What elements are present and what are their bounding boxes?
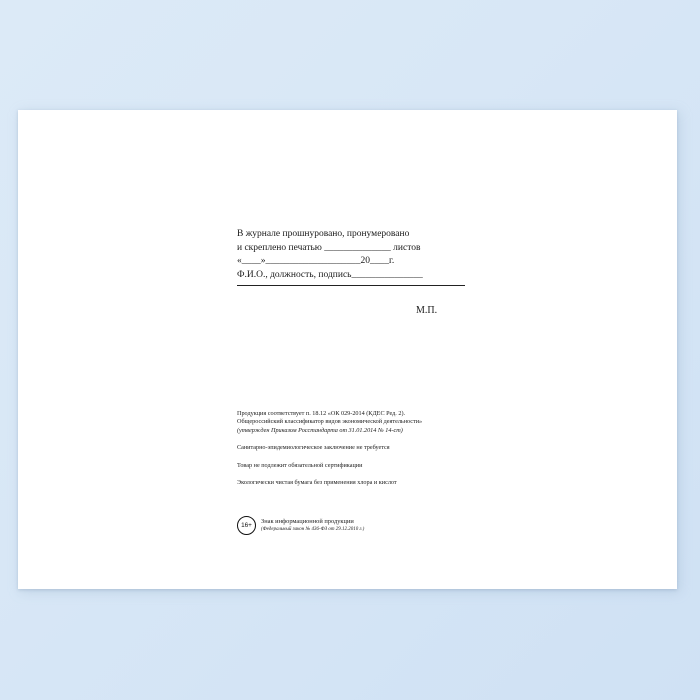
product-info-block xyxy=(237,410,497,496)
certification-note: Товар не подлежит обязательной сертификации xyxy=(237,461,363,469)
certification-line-2: и скреплено печатью ______________ листов xyxy=(237,242,421,253)
age-rating-icon: 16+ xyxy=(237,516,256,535)
certification-line-1: В журнале прошнуровано, пронумеровано xyxy=(237,229,410,239)
certification-signature-line: Ф.И.О., должность, подпись_______________ xyxy=(237,269,423,280)
age-rating-row xyxy=(237,516,364,535)
conformity-line-1: Продукция соответствует п. 18.12 «ОК 029-2014 (КДЕС Ред. 2). xyxy=(237,410,406,417)
conformity-line-3: (утвержден Приказом Росстандарта от 31.01.2014 № 14-ст) xyxy=(237,426,403,434)
conformity-paragraph xyxy=(237,410,497,435)
age-rating-title: Знак информационной продукции xyxy=(261,518,354,525)
signature-rule xyxy=(237,284,465,286)
document-page xyxy=(18,110,677,589)
paper-note: Экологически чистая бумага без применения хлора и кислот xyxy=(237,479,397,487)
age-rating-text xyxy=(261,518,364,533)
seal-mark: М.П. xyxy=(416,305,438,316)
page-content xyxy=(18,110,677,589)
conformity-line-2: Общероссийский классификатор видов экономической деятельности» xyxy=(237,418,423,426)
age-rating-law: (Федеральный закон № 436-ФЗ от 29.12.2010 г.) xyxy=(261,527,365,532)
sanitary-note: Санитарно-эпидемиологическое заключение не требуется xyxy=(237,444,390,452)
certification-date-line: «____»____________________20____г. xyxy=(237,256,395,266)
certification-block xyxy=(237,228,467,286)
